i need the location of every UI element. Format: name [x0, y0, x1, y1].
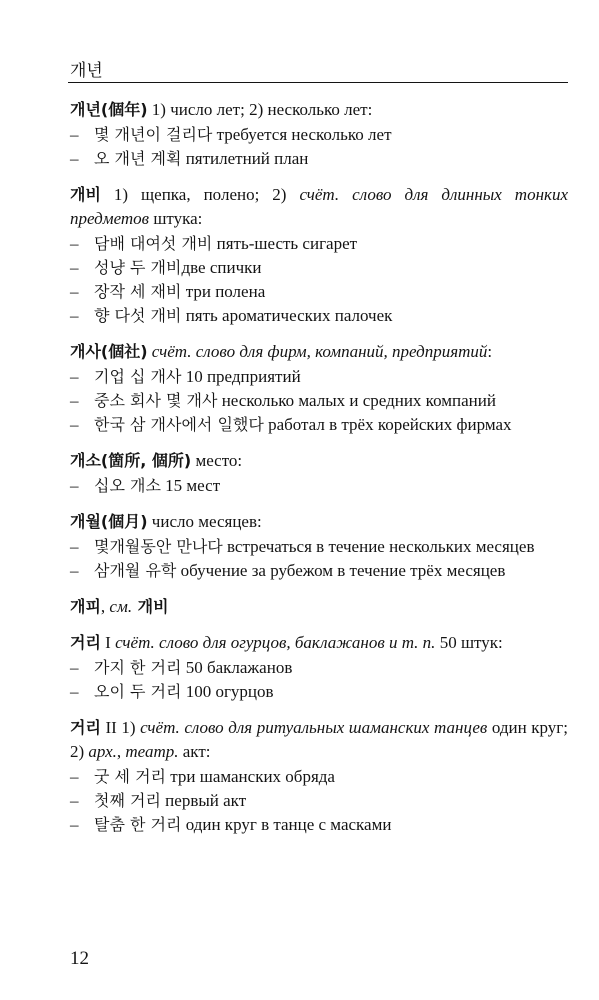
example-item — [70, 256, 568, 280]
example-translation: пять ароматических палочек — [181, 306, 393, 325]
definition-italic: счёт. слово для огурцов, баклажанов и т. п. — [115, 633, 436, 652]
example-item — [70, 680, 568, 704]
definition-text: штука: — [149, 209, 203, 228]
example-item — [70, 789, 568, 813]
header-rule — [68, 82, 568, 83]
entry-definition — [70, 98, 568, 122]
dictionary-entry — [70, 716, 568, 837]
entry-definition — [70, 716, 568, 764]
definition-text: 1) число лет; 2) несколько лет: — [147, 100, 373, 119]
example-korean: 담배 대여섯 개비 — [94, 234, 213, 253]
dash: – — [70, 391, 79, 410]
example-item — [70, 147, 568, 171]
example-item — [70, 559, 568, 583]
example-korean: 기업 십 개사 — [94, 367, 182, 386]
definition-text: один круг; 2) — [70, 718, 568, 761]
example-item — [70, 474, 568, 498]
example-translation: первый акт — [160, 791, 247, 810]
example-translation: 50 баклажанов — [181, 658, 293, 677]
example-translation: пять-шесть сигарет — [212, 234, 358, 253]
definition-italic: счёт. слово для длинных тонких предметов — [70, 185, 569, 228]
example-list — [70, 232, 568, 328]
entry-definition — [70, 631, 568, 655]
definition-text: I — [100, 633, 116, 652]
dash: – — [70, 306, 79, 325]
example-translation: 10 предприятий — [181, 367, 301, 386]
example-item — [70, 813, 568, 837]
dash: – — [70, 367, 79, 386]
dictionary-entry — [70, 631, 568, 704]
definition-text: 1) щепка, полено; 2) — [100, 185, 300, 204]
example-korean: 삼개월 유학 — [94, 561, 177, 580]
definition-italic: счёт. слово для ритуальных шаманских танцев — [140, 718, 488, 737]
example-korean: 향 다섯 개비 — [94, 306, 182, 325]
dash: – — [70, 415, 79, 434]
example-translation: один круг в танце с масками — [181, 815, 392, 834]
example-list — [70, 365, 568, 437]
headword: 거리 — [70, 633, 101, 652]
dash: – — [70, 561, 79, 580]
dictionary-entry — [70, 340, 568, 437]
example-korean: 가지 한 거리 — [94, 658, 182, 677]
dash: – — [70, 682, 79, 701]
example-list — [70, 535, 568, 583]
example-item — [70, 389, 568, 413]
cross-reference: 개비 — [132, 597, 169, 616]
dictionary-entry — [70, 449, 568, 498]
example-korean: 몇개월동안 만나다 — [94, 537, 223, 556]
dictionary-content — [70, 98, 568, 849]
definition-text: , — [100, 597, 110, 616]
example-translation: обучение за рубежом в течение трёх месяцев — [176, 561, 506, 580]
definition-italic: см. — [109, 597, 133, 616]
example-translation: несколько малых и средних компаний — [217, 391, 496, 410]
running-head: 개년 — [70, 61, 103, 81]
example-translation: три полена — [181, 282, 266, 301]
example-item — [70, 656, 568, 680]
dash: – — [70, 537, 79, 556]
entry-definition — [70, 595, 568, 619]
example-list — [70, 123, 568, 171]
dash: – — [70, 476, 79, 495]
headword: 개사(個社) — [70, 342, 148, 361]
definition-text: , — [116, 742, 126, 761]
headword: 개년(個年) — [70, 100, 148, 119]
example-korean: 오이 두 거리 — [94, 682, 182, 701]
entry-definition — [70, 183, 568, 231]
dictionary-entry — [70, 595, 568, 619]
example-item — [70, 280, 568, 304]
example-korean: 오 개년 계획 — [94, 149, 182, 168]
example-item — [70, 765, 568, 789]
example-list — [70, 474, 568, 498]
example-item — [70, 123, 568, 147]
example-translation: три шаманских обряда — [166, 767, 335, 786]
headword: 개피 — [70, 597, 101, 616]
example-translation: две спички — [181, 258, 262, 277]
example-korean: 탈춤 한 거리 — [94, 815, 182, 834]
example-item — [70, 232, 568, 256]
example-korean: 중소 회사 몇 개사 — [94, 391, 218, 410]
example-korean: 첫째 거리 — [94, 791, 161, 810]
definition-italic: арх. — [88, 742, 117, 761]
dash: – — [70, 125, 79, 144]
dash: – — [70, 258, 79, 277]
dash: – — [70, 767, 79, 786]
headword: 개소(箇所, 個所) — [70, 451, 192, 470]
example-item — [70, 365, 568, 389]
dash: – — [70, 658, 79, 677]
example-list — [70, 765, 568, 837]
example-translation: требуется несколько лет — [212, 125, 392, 144]
example-translation: 15 мест — [160, 476, 221, 495]
definition-italic: счёт. слово для фирм, компаний, предприятий — [147, 342, 488, 361]
headword: 개비 — [70, 185, 101, 204]
example-korean: 굿 세 거리 — [94, 767, 166, 786]
headword: 거리 — [70, 718, 101, 737]
dash: – — [70, 282, 79, 301]
example-korean: 성냥 두 개비 — [94, 258, 182, 277]
page-number: 12 — [70, 948, 89, 969]
example-item — [70, 413, 568, 437]
example-translation: работал в трёх корейских фирмах — [263, 415, 512, 434]
example-korean: 몇 개년이 걸리다 — [94, 125, 213, 144]
example-translation: пятилетний план — [181, 149, 309, 168]
example-item — [70, 304, 568, 328]
definition-text: : — [487, 342, 493, 361]
dash: – — [70, 234, 79, 253]
definition-text: 50 штук: — [435, 633, 503, 652]
definition-text: II 1) — [100, 718, 141, 737]
entry-definition — [70, 340, 568, 364]
example-item — [70, 535, 568, 559]
dash: – — [70, 791, 79, 810]
example-list — [70, 656, 568, 704]
dash: – — [70, 149, 79, 168]
entry-definition — [70, 449, 568, 473]
dictionary-entry — [70, 98, 568, 171]
definition-italic: театр. — [125, 742, 179, 761]
dictionary-entry — [70, 183, 568, 328]
dictionary-entry — [70, 510, 568, 583]
definition-text: число месяцев: — [147, 512, 262, 531]
example-korean: 한국 삼 개사에서 일했다 — [94, 415, 264, 434]
definition-text: акт: — [178, 742, 211, 761]
entry-definition — [70, 510, 568, 534]
definition-text: место: — [191, 451, 243, 470]
example-translation: 100 огурцов — [181, 682, 274, 701]
example-korean: 장작 세 재비 — [94, 282, 182, 301]
example-translation: встречаться в течение нескольких месяцев — [222, 537, 535, 556]
dash: – — [70, 815, 79, 834]
example-korean: 십오 개소 — [94, 476, 161, 495]
headword: 개월(個月) — [70, 512, 148, 531]
